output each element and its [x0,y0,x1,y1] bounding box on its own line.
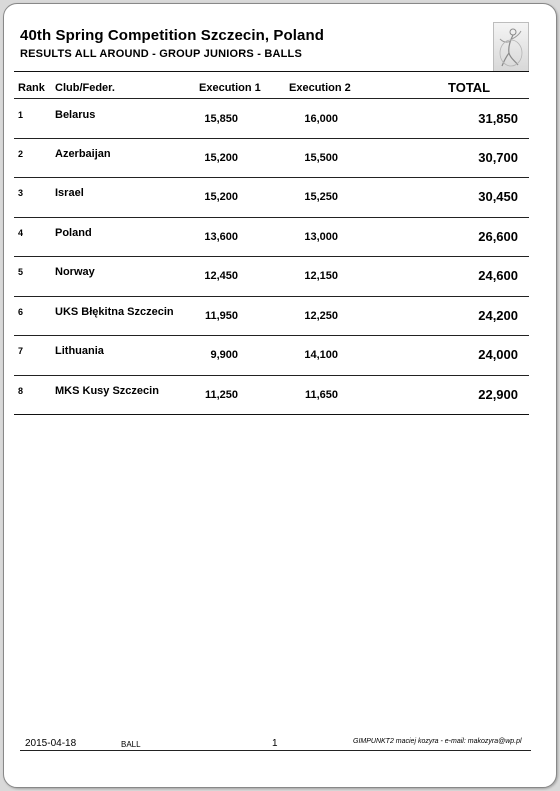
rank-cell: 3 [18,188,24,198]
total-cell: 24,200 [478,308,518,323]
execution1-cell: 15,200 [204,152,238,164]
page-subtitle: RESULTS ALL AROUND - GROUP JUNIORS - BALLS [20,48,302,60]
table-bottom-divider [14,414,529,415]
club-cell: Lithuania [55,345,104,357]
table-row [4,217,556,256]
total-cell: 30,700 [478,150,518,165]
club-cell: Poland [55,227,92,239]
col-header-total: TOTAL [448,80,491,95]
table-row [4,256,556,295]
execution1-cell: 11,950 [204,310,238,322]
execution1-cell: 11,250 [204,389,238,401]
rank-cell: 8 [18,386,24,396]
footer-credit: GIMPUNKT2 maciej kozyra - e-mail: makozyra@wp.pl [353,738,522,745]
club-cell: Israel [55,187,84,199]
col-header-exec1: Execution 1 [199,82,261,94]
club-cell: UKS Błękitna Szczecin [55,306,174,318]
table-row [4,177,556,216]
execution1-cell: 9,900 [210,349,238,361]
total-cell: 22,900 [478,387,518,402]
table-row [4,138,556,177]
execution1-cell: 12,450 [204,270,238,282]
results-page [3,3,557,788]
col-header-club: Club/Feder. [55,82,115,94]
table-row [4,335,556,374]
col-header-exec2: Execution 2 [289,82,351,94]
footer-divider [20,750,531,751]
rank-cell: 4 [18,228,24,238]
header-divider [14,71,529,72]
rank-cell: 1 [18,110,24,120]
execution1-cell: 15,850 [204,113,238,125]
gymnast-logo-icon [493,22,529,72]
col-header-rank: Rank [18,82,45,94]
rank-cell: 5 [18,267,24,277]
club-cell: Belarus [55,109,96,121]
execution2-cell: 11,650 [304,389,338,401]
total-cell: 26,600 [478,229,518,244]
footer-apparatus: BALL [121,740,141,749]
execution1-cell: 15,200 [204,191,238,203]
execution2-cell: 16,000 [304,113,338,125]
club-cell: MKS Kusy Szczecin [55,385,159,397]
total-cell: 30,450 [478,189,518,204]
gymnast-logo-graphic [494,23,528,71]
club-cell: Azerbaijan [55,148,111,160]
total-cell: 24,600 [478,268,518,283]
total-cell: 24,000 [478,347,518,362]
page-title: 40th Spring Competition Szczecin, Poland [20,27,325,44]
table-row [4,99,556,138]
footer-date: 2015-04-18 [25,738,77,749]
execution2-cell: 15,250 [304,191,338,203]
club-cell: Norway [55,266,95,278]
execution1-cell: 13,600 [204,231,238,243]
rank-cell: 2 [18,149,24,159]
execution2-cell: 13,000 [304,231,338,243]
rank-cell: 6 [18,307,24,317]
rank-cell: 7 [18,346,24,356]
footer-page-number: 1 [272,738,278,749]
table-row [4,296,556,335]
execution2-cell: 12,250 [304,310,338,322]
execution2-cell: 12,150 [304,270,338,282]
execution2-cell: 15,500 [304,152,338,164]
table-row [4,375,556,414]
total-cell: 31,850 [478,111,518,126]
execution2-cell: 14,100 [304,349,338,361]
